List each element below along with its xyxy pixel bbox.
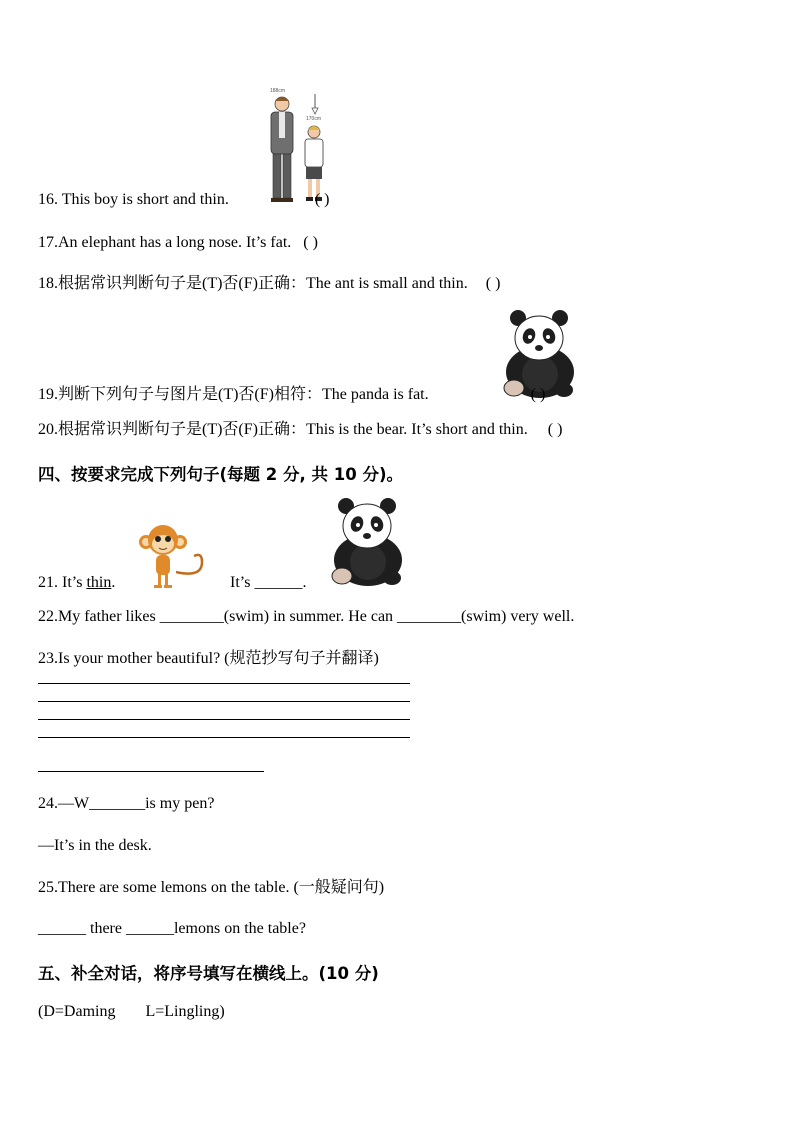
answer-line-3[interactable] bbox=[38, 719, 410, 720]
question-21-second[interactable]: It’s ______. bbox=[230, 574, 307, 591]
question-24-line-1[interactable]: 24.—W_______is my pen? bbox=[38, 795, 215, 812]
question-17-answer-paren[interactable]: ( ) bbox=[303, 234, 318, 251]
question-21-word: thin bbox=[86, 574, 112, 591]
height-label-tall: 188cm bbox=[270, 88, 286, 94]
question-17 bbox=[38, 233, 318, 253]
dialog-key bbox=[38, 1002, 225, 1022]
question-21-suffix: . bbox=[111, 574, 116, 591]
question-19-answer-paren[interactable]: ( ) bbox=[530, 386, 546, 403]
question-19 bbox=[38, 385, 545, 405]
answer-line-4[interactable] bbox=[38, 737, 410, 738]
question-16-text: 16. This boy is short and thin. bbox=[38, 191, 229, 208]
question-25-line-1: 25.There are some lemons on the table. (一般疑问句) bbox=[38, 879, 385, 896]
answer-line-2[interactable] bbox=[38, 701, 410, 702]
section-5-heading: 五、补全对话，将序号填写在横线上。(10 分) bbox=[38, 964, 379, 983]
question-18 bbox=[38, 274, 500, 294]
question-23: 23.Is your mother beautiful? (规范抄写句子并翻译) bbox=[38, 650, 379, 667]
question-20 bbox=[38, 420, 562, 440]
dialog-key-daming: (D=Daming bbox=[38, 1003, 116, 1020]
section-4-heading: 四、按要求完成下列句子(每题 2 分, 共 10 分)。 bbox=[38, 465, 404, 484]
panda-picture-2 bbox=[328, 496, 408, 588]
question-20-answer-paren[interactable]: ( ) bbox=[547, 421, 563, 438]
question-18-answer-paren[interactable]: ( ) bbox=[485, 275, 501, 292]
question-25-line-2[interactable]: ______ there ______lemons on the table? bbox=[38, 920, 306, 937]
question-16 bbox=[38, 190, 329, 210]
height-label-short: 170cm bbox=[306, 116, 322, 122]
question-16-answer-paren[interactable]: ( ) bbox=[314, 191, 330, 208]
question-20-text: 20.根据常识判断句子是(T)否(F)正确：This is the bear. It’s short and thin. bbox=[38, 421, 528, 438]
question-21 bbox=[38, 573, 115, 593]
question-22[interactable]: 22.My father likes ________(swim) in summer. He can ________(swim) very well. bbox=[38, 608, 575, 625]
answer-line-5[interactable] bbox=[38, 771, 264, 772]
monkey-picture bbox=[136, 522, 210, 590]
question-21-prefix: 21. It’s bbox=[38, 574, 87, 591]
answer-line-1[interactable] bbox=[38, 683, 410, 684]
dialog-key-lingling: L=Lingling) bbox=[145, 1003, 225, 1020]
question-24-line-2: —It’s in the desk. bbox=[38, 837, 152, 854]
question-19-text: 19.判断下列句子与图片是(T)否(F)相符：The panda is fat. bbox=[38, 386, 429, 403]
question-17-text: 17.An elephant has a long nose. It’s fat. bbox=[38, 234, 292, 251]
question-18-text: 18.根据常识判断句子是(T)否(F)正确：The ant is small and thin. bbox=[38, 275, 468, 292]
